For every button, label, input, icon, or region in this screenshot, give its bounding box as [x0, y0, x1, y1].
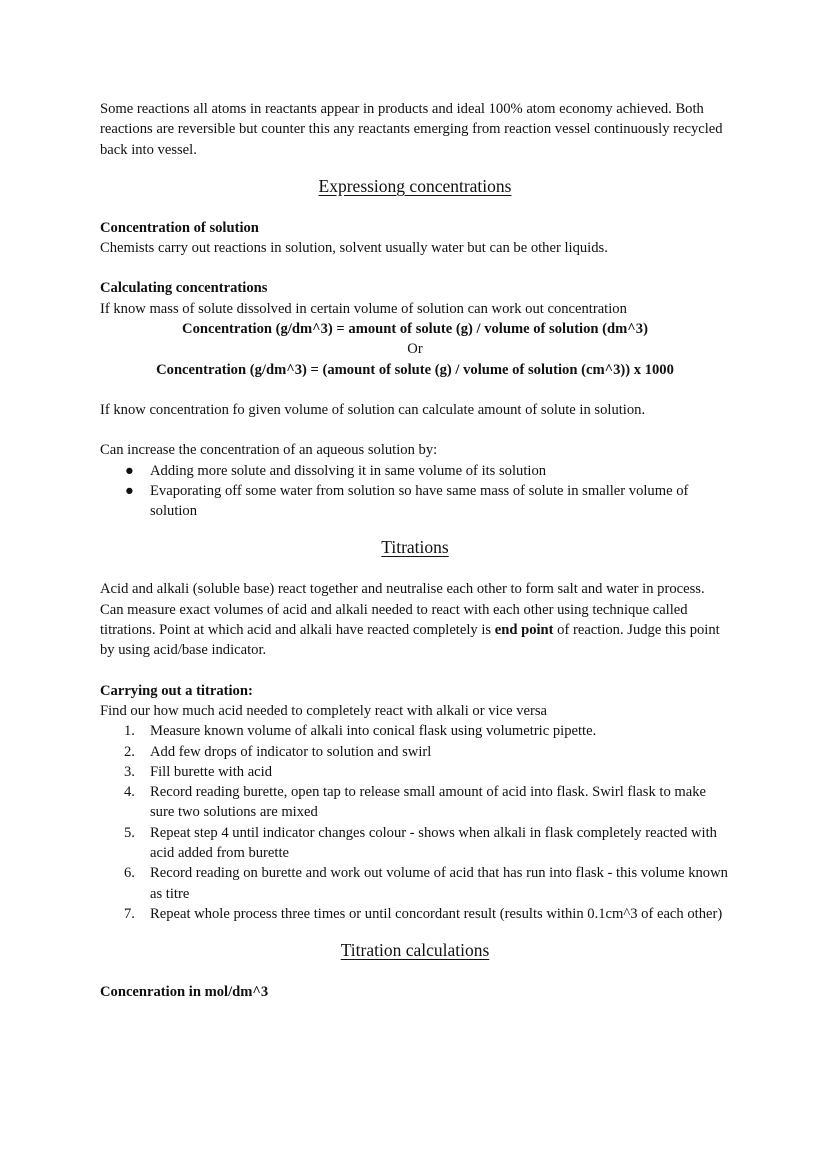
list-item-text: Adding more solute and dissolving it in same volume of its solution — [150, 462, 547, 479]
step-number: 7. — [124, 905, 135, 922]
titrations-text-start: Acid and alkali (soluble base) react together and neutralise each other to form salt and water in process. Can measure exact volumes of acid and alkali needed to react with each other using technique called titrations. Point at which acid and alkali have reacted completely is — [100, 581, 705, 639]
titrations-text-end: of reaction. Judge this point by using acid/base indicator. — [100, 622, 720, 659]
step-text: Fill burette with acid — [150, 763, 272, 780]
titrations-paragraph — [100, 579, 730, 660]
titration-steps-list — [100, 721, 730, 924]
step-number: 1. — [124, 723, 135, 740]
formula-or: Or — [407, 341, 423, 358]
end-point-term: end point — [494, 622, 554, 639]
document-page — [100, 99, 730, 1003]
list-item-text: Evaporating off some water from solution so have same mass of solute in smaller volume of solution — [150, 482, 689, 520]
step-number: 5. — [124, 824, 135, 841]
subhead-concentration-mol-dm3: Concenration in mol/dm^3 — [100, 984, 269, 1001]
heading-expressing-concentrations: Expressiong concentrations — [318, 175, 512, 196]
list-item — [100, 461, 730, 481]
step-text: Measure known volume of alkali into conical flask using volumetric pipette. — [150, 723, 597, 740]
list-item — [100, 721, 730, 741]
step-number: 2. — [124, 743, 135, 760]
carrying-out-intro: Find our how much acid needed to completely react with alkali or vice versa — [100, 702, 547, 719]
list-item — [100, 742, 730, 762]
heading-titrations: Titrations — [381, 537, 449, 558]
list-item — [100, 481, 730, 522]
subhead-concentration-of-solution: Concentration of solution — [100, 219, 259, 236]
intro-paragraph: Some reactions all atoms in reactants appear in products and ideal 100% atom economy achieved. Both reactions are reversible but counter this any reactants emerging from reaction vessel continuously recycled back into vessel. — [100, 101, 723, 158]
list-item — [100, 904, 730, 924]
list-item — [100, 782, 730, 823]
step-text: Repeat step 4 until indicator changes colour - shows when alkali in flask completely reacted with acid added from burette — [150, 824, 717, 862]
list-item — [100, 823, 730, 864]
step-text: Add few drops of indicator to solution and swirl — [150, 743, 432, 760]
formula-cm3: Concentration (g/dm^3) = (amount of solute (g) / volume of solution (cm^3)) x 1000 — [156, 361, 674, 378]
step-number: 3. — [124, 763, 135, 780]
increase-intro: Can increase the concentration of an aqueous solution by: — [100, 442, 438, 459]
step-text: Record reading on burette and work out volume of acid that has run into flask - this volume known as titre — [150, 865, 728, 902]
step-text: Record reading burette, open tap to release small amount of acid into flask. Swirl flask to make sure two solutions are mixed — [150, 784, 707, 821]
heading-titration-calculations: Titration calculations — [340, 940, 490, 961]
step-number: 6. — [124, 865, 135, 882]
formula-dm3: Concentration (g/dm^3) = amount of solute (g) / volume of solution (dm^3) — [182, 321, 648, 338]
increase-list — [100, 461, 730, 522]
calculating-text: If know mass of solute dissolved in certain volume of solution can work out concentration — [100, 300, 627, 317]
concentration-of-solution-text: Chemists carry out reactions in solution, solvent usually water but can be other liquids. — [100, 240, 608, 257]
bullet-icon: ● — [125, 462, 134, 479]
amount-of-solute-text: If know concentration fo given volume of solution can calculate amount of solute in solution. — [100, 401, 646, 418]
list-item — [100, 762, 730, 782]
step-text: Repeat whole process three times or until concordant result (results within 0.1cm^3 of each other) — [150, 905, 723, 922]
step-number: 4. — [124, 784, 135, 801]
list-item — [100, 863, 730, 904]
bullet-icon: ● — [125, 482, 134, 499]
subhead-carrying-out-titration: Carrying out a titration: — [100, 682, 253, 699]
subhead-calculating-concentrations: Calculating concentrations — [100, 280, 268, 297]
